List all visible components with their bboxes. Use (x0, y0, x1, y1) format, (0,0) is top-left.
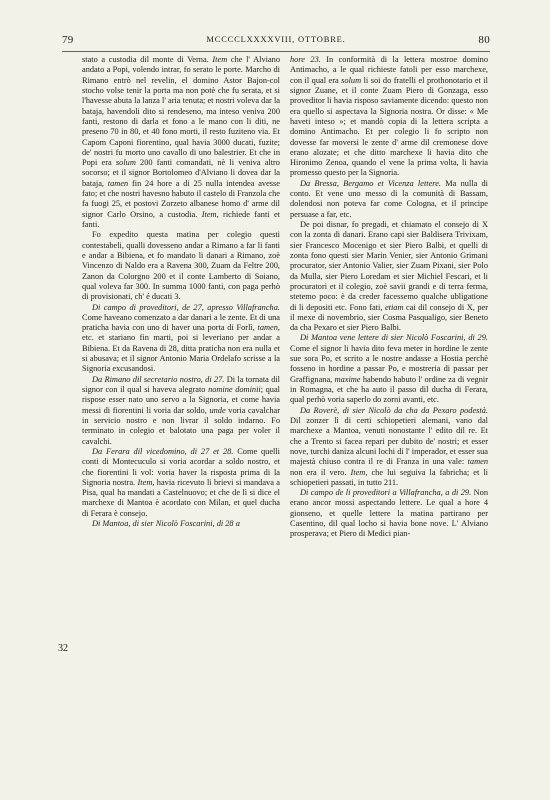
italic-text: Da Rimano dil secretario nostro, di 27. (92, 374, 225, 384)
text-run: ; qual rispose esser nato uno servo a la Signoria, et come havia messi di fiorentini li voria dar soldo, (82, 385, 280, 415)
paragraph (82, 55, 280, 230)
italic-text: Di campo di proveditori, de 27, apresso Villafrancha. (92, 302, 280, 312)
text-run: De poi disnar, fo pregadi, et chiamato el consejo di X con la zonta di danari. Erano capi sier Baldisera Trivixam, sier Francesco Mocenigo et sier Piero Balbi, et quelli di zonta fono questi sier Marin Venier, sier Antonio Grimani procurator, sier Antonio Valier, sier Zuam Pixani, sier Polo da Mulla, sier Piero Loredam et sier Michiel Fescari, et li procuratori et il colegio, zoè savii grandi e di terra ferma, stetemo poco: è da creder facessemo qualche ubligatione di li depositi etc. Fono fati, (290, 220, 488, 312)
paragraph (290, 488, 488, 540)
text-run: li soi do fratelli el prothonotario et il signor Zuane, et il conte Zuam Piero di Gonzaga, esso proveditor li havia risposo saviamente dicendo: questo non era quello si aspectava la Signoria nostra. Or disse: « Me haveti inteso »; et mandò copia di la lettera scripta a domino Antimacho. Et per colegio li fo scripto non dovesse far moversi le zente d' arme dil cremonese dove erano alozate; et che ditto marchexe li havia dito che Hironimo Zenoa, quando el vene la prima volta, li havia promesso questo per la Signoria. (290, 75, 488, 178)
text-run: stato a custodia dil monte di Verna. (82, 55, 213, 64)
text-run: , richiede fanti et fanti. (82, 209, 280, 229)
italic-text: Da Roverè, di sier Nicolò da cha da Pexaro podestà. (300, 405, 488, 415)
margin-column-number: 32 (58, 643, 68, 654)
text-run: Di la tornata dil signor con il qual si haveva alegrato (82, 374, 280, 394)
page-header (62, 34, 490, 48)
text-run: , che lui seguiva la fabricha; et li schiopetieri passati, in tutto 211. (290, 467, 488, 487)
text-run: Ma nulla di conto. Et vene uno messo di la comunità di Bassam, dolendosi non poteva far come Cologna, et il principe persuase a far, etc. (290, 178, 488, 219)
italic-text: Di campo de li proveditori a Villafrancha, a di 29. (300, 488, 472, 498)
paragraph (82, 519, 280, 529)
text-run: , etc. et stariano fin marti, poi si leveriano per andar a Bibiena. Et da Ravena di 28, ditta praticha non era nulla et si abusava; et il signor Antonio Maria Ordelafo scrisse a la Signoria excusandosi. (82, 323, 280, 374)
italic-text: Di Mantoa vene lettere di sier Nicolò Foscarini, di 29. (300, 333, 488, 343)
italic-text: tamen (257, 323, 278, 333)
text-run: Come el signor li havia dito feva meter in hordine le zente sue sora Po, et scrito a le nostre andasse a Hostia perchè fosseno in hordine a passar Po, e mostreria di passar per Graffignana, (290, 343, 488, 384)
running-title: MCCCCLXXXXVIII, OTTOBRE. (206, 34, 346, 44)
paragraph (290, 220, 488, 333)
italic-text: maxime (334, 374, 361, 384)
text-run: 200 fanti comandati, nè li veniva altro socorso; et il signor Bortolomeo d'Alviano li dovea dar la bataja, (82, 158, 280, 188)
paragraph (82, 375, 280, 447)
page-number-left: 79 (62, 34, 74, 46)
page-number-right: 80 (478, 34, 490, 46)
text-run: Come quelli conti di Montecuculo si voria acordar a soldo nostro, et che fiorentini li vol: voria haver la risposta prima di la Signoria nostra. (82, 446, 280, 487)
paragraph (290, 333, 488, 405)
italic-text: tamen (107, 178, 129, 188)
right-text-column (290, 55, 488, 773)
text-run: Come haveano comenzato a dar danari a le zente. Et di una praticha havia con uno di haver una porta di Forlì, (82, 312, 280, 333)
paragraph (82, 230, 280, 302)
text-run: Fo expedito questa matina per colegio questi contestabeli, qualli dovesseno andar a Rimano a far li fanti e andar a Bibiena, et fo mandato li danari a Rimano, zoè Vincenzo di Naldo era a Ravena 300, Zuam da Feltre 200, Zanon da Colorgno 200 et il conte Lamberto di Soiano, qual voleva far 300. In summa 1000 fanti, con paga perhò di provisionati, ch' é ducati 3. (82, 230, 280, 302)
italic-text: Item (212, 55, 228, 64)
paragraph (290, 406, 488, 489)
text-run: habendo habuto l' ordine za di vegnir in Romagna, et che ha auto il passo dil ducha di Ferara, qual perhò voria saperlo do zorni avanti, etc. (290, 374, 488, 405)
italic-text: unde (209, 405, 226, 415)
header-rule (62, 51, 490, 52)
italic-text: tamen (467, 457, 488, 467)
italic-text: Item (201, 209, 217, 219)
italic-text: solum (341, 75, 362, 85)
italic-text: Da Bressa, Bergamo et Vicenza lettere. (300, 178, 442, 188)
text-run: , havia ricevuto li brievi si mandava a Pisa, qual ha mandati a Castelnuovo; et che de lì si dice el marchexe di Mantoa è acordato con Milan, et quel ducha di Ferara è consejo. (82, 477, 280, 518)
left-text-column (82, 55, 280, 773)
text-run: che l' Alviano andato a Popi, volendo intrar, fo serato le porte. Marcho di Rimano entrò nel revelin, el domino Astor Bajon-col stocho volse tenir la porta ma non potè che fu serata, et si l'havesse abuta la lanza l' aria tenuta; et nostri voleva dar la bataja, havendoli dito si rendeseno, ma inteso veniva 200 fanti, restono di darla et fono a le mano con li diti, ne preseno 70 in 80, et 40 fono morti, il resto fuziteno via. Et Capom Caponi fiorentino, qual havia 3000 ducati, fuzite; de' nostri fu morto uno cavallo di uno balestrier. Et che in Popi era (82, 55, 280, 168)
text-run: voria cavalchar in servicio nostro e non livrar il soldo indarno. Fo terminato in colegio et balotato una paga per voler il cavalchi. (82, 405, 280, 446)
italic-text: hore 23. (290, 55, 321, 64)
italic-text: nomine dominii (208, 385, 261, 394)
paragraph (82, 447, 280, 519)
italic-text: Di Mantoa, di sier Nicolò Foscarini, di 28 a (92, 519, 240, 529)
text-run: cai dil consejo di X, per il mexe di novembrio, sier Cosma Pasqualigo, sier Beneto da cha Pexaro et sier Piero Balbi. (290, 302, 488, 333)
paragraph (82, 303, 280, 375)
italic-text: Item (137, 477, 153, 487)
italic-text: Da Ferara dil vicedomino, di 27 et 28. (92, 446, 234, 456)
paragraph (290, 55, 488, 179)
paragraph (290, 179, 488, 220)
italic-text: etiam (384, 302, 404, 312)
text-run: fin 24 hore a di 25 nulla intendea avesse fato; et che nostri havesno habuto il castelo di Franzola che fa fuogi 25, et postovi Zorzeto albanese homo d' arme dil signor Carlo Orsino, a custodia. (82, 178, 280, 219)
text-run: Dil zonzer lì di certi schiopetieri alemani, vano dal marchexe a Mantoa, venuti nonostante l' edito dil re. Et che a Trento si facea repari per dubito de' nostri; et esser nove, turchi daniza alcuni lochi di l' imperador, et esser sua majestà chiuso contra il re di Franza in una vale: (290, 415, 488, 467)
text-run: non era il vero. (290, 467, 351, 477)
italic-text: solum (115, 158, 136, 168)
italic-text: Item (350, 467, 366, 477)
text-run: Non erano ancor mossi aspectando lettere. Le qual a hore 4 gionseno, et quelle lettere la matina partirano per Casentino, dil qual locho si havia bone nove. L' Alviano prosperava; et Piero di Medici pian- (290, 488, 488, 539)
text-run: In conformità di la lettera mostroe domino Antimacho, a le qual richieste fatoli per esso marchexe, con il qual era (290, 55, 488, 85)
